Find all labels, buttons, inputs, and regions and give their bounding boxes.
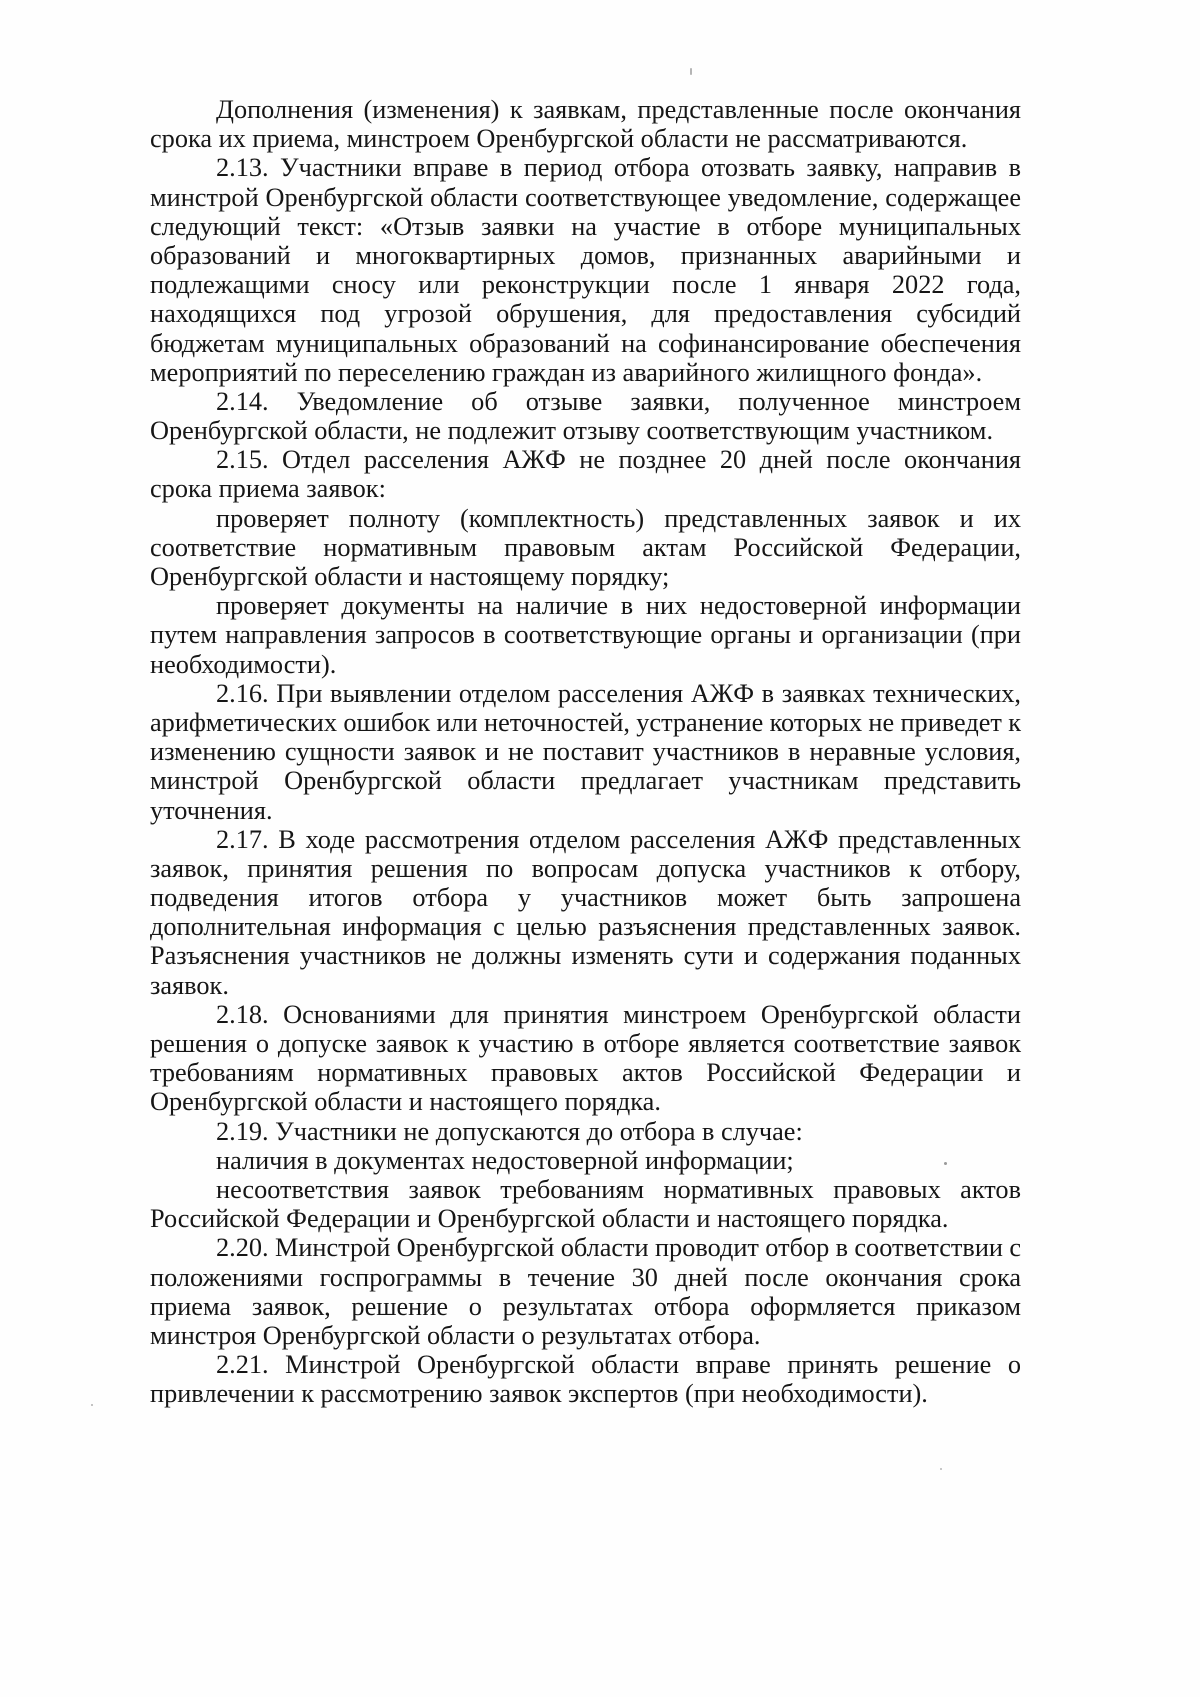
text-line bbox=[150, 1321, 1021, 1350]
paragraph bbox=[150, 679, 1021, 825]
text-line bbox=[150, 708, 1021, 737]
line-text: наличия в документах недостоверной информации; bbox=[216, 1145, 794, 1175]
text-line bbox=[150, 299, 1021, 328]
text-line bbox=[150, 737, 1021, 766]
paragraph bbox=[150, 153, 1021, 387]
paragraph bbox=[150, 1175, 1021, 1233]
line-text: решения о допуске заявок к участию в отборе является соответствие заявок bbox=[150, 1029, 1021, 1058]
text-line bbox=[150, 1204, 1021, 1233]
paragraph bbox=[150, 1233, 1021, 1350]
text-line bbox=[150, 445, 1021, 474]
text-line bbox=[150, 1175, 1021, 1204]
line-text: 2.17. В ходе рассмотрения отделом расселения АЖФ представленных bbox=[216, 824, 1021, 854]
text-line bbox=[150, 1233, 1021, 1262]
text-line bbox=[150, 1350, 1021, 1379]
line-text: соответствие нормативным правовым актам Российской Федерации, bbox=[150, 532, 1021, 562]
line-text: приема заявок, решение о результатах отбора оформляется приказом bbox=[150, 1291, 1021, 1321]
line-text: находящихся под угрозой обрушения, для предоставления субсидий bbox=[150, 299, 1021, 329]
line-text: путем направления запросов в соответствующие органы и организации (при bbox=[150, 620, 1021, 650]
line-text: подведения итогов отбора у участников может быть запрошена bbox=[150, 883, 1021, 913]
text-line bbox=[150, 329, 1021, 358]
paragraph bbox=[150, 1146, 1021, 1175]
line-text: положениями госпрограммы в течение 30 дней после окончания срока bbox=[150, 1262, 1021, 1292]
text-line bbox=[150, 416, 1021, 445]
line-text: мероприятий по переселению граждан из аварийного жилищного фонда». bbox=[150, 357, 983, 387]
text-line bbox=[150, 153, 1021, 182]
line-text: 2.19. Участники не допускаются до отбора в случае: bbox=[216, 1116, 803, 1146]
line-text: срока их приема, минстроем Оренбургской области не рассматриваются. bbox=[150, 124, 968, 154]
line-text: дополнительная информация с целью разъяснения представленных заявок. bbox=[150, 912, 1021, 942]
line-text: проверяет документы на наличие в них недостоверной информации bbox=[216, 591, 1021, 621]
line-text: 2.16. При выявлении отделом расселения АЖФ в заявках технических, bbox=[216, 678, 1021, 708]
text-line bbox=[150, 387, 1021, 416]
line-text: 2.18. Основаниями для принятия минстроем Оренбургской области bbox=[216, 999, 1021, 1029]
text-line bbox=[150, 796, 1021, 825]
text-line bbox=[150, 562, 1021, 591]
scan-speck bbox=[690, 68, 692, 75]
line-text: 2.21. Минстрой Оренбургской области вправе принять решение о bbox=[216, 1350, 1021, 1380]
line-text: Разъяснения участников не должны изменять сути и содержания поданных bbox=[150, 941, 1021, 971]
line-text: заявок, принятия решения по вопросам допуска участников к отбору, bbox=[150, 853, 1021, 883]
text-line bbox=[150, 1263, 1021, 1292]
text-line bbox=[150, 854, 1021, 883]
text-line bbox=[150, 1058, 1021, 1087]
text-line bbox=[150, 825, 1021, 854]
text-line bbox=[150, 1379, 1021, 1408]
paragraph bbox=[150, 445, 1021, 503]
text-line bbox=[150, 1000, 1021, 1029]
line-text: следующий текст: «Отзыв заявки на участие в отборе муниципальных bbox=[150, 211, 1021, 241]
line-text: 2.14. Уведомление об отзыве заявки, полученное минстроем bbox=[216, 386, 1021, 416]
text-line bbox=[150, 1029, 1021, 1058]
line-text: несоответствия заявок требованиям нормативных правовых актов bbox=[216, 1174, 1021, 1204]
text-line bbox=[150, 591, 1021, 620]
line-text: 2.15. Отдел расселения АЖФ не позднее 20 дней после окончания bbox=[216, 445, 1021, 475]
line-text: минстрой Оренбургской области предлагает участникам представить bbox=[150, 766, 1021, 796]
text-line bbox=[150, 504, 1021, 533]
paragraph bbox=[150, 1000, 1021, 1117]
scan-speck bbox=[91, 1404, 93, 1406]
text-line bbox=[150, 270, 1021, 299]
line-text: Оренбургской области и настоящему порядку; bbox=[150, 562, 670, 591]
text-line bbox=[150, 912, 1021, 941]
paragraph bbox=[150, 504, 1021, 592]
line-text: Дополнения (изменения) к заявкам, представленные после окончания bbox=[216, 95, 1021, 124]
text-line bbox=[150, 95, 1021, 124]
document-body bbox=[150, 95, 1021, 1408]
text-line bbox=[150, 971, 1021, 1000]
text-line bbox=[150, 620, 1021, 649]
text-line bbox=[150, 183, 1021, 212]
line-text: заявок. bbox=[150, 970, 229, 1000]
line-text: уточнения. bbox=[150, 795, 273, 825]
line-text: арифметических ошибок или неточностей, устранение которых не приведет к bbox=[150, 707, 1021, 737]
line-text: проверяет полноту (комплектность) представленных заявок и их bbox=[216, 503, 1021, 533]
line-text: необходимости). bbox=[150, 649, 337, 679]
text-line bbox=[150, 766, 1021, 795]
text-line bbox=[150, 212, 1021, 241]
text-line bbox=[150, 1146, 1021, 1175]
line-text: бюджетам муниципальных образований на софинансирование обеспечения bbox=[150, 328, 1021, 358]
line-text: 2.20. Минстрой Оренбургской области проводит отбор в соответствии с bbox=[216, 1233, 1021, 1263]
paragraph bbox=[150, 825, 1021, 1000]
paragraph bbox=[150, 95, 1021, 153]
line-text: Российской Федерации и Оренбургской области и настоящего порядка. bbox=[150, 1204, 949, 1234]
line-text: Оренбургской области и настоящего порядка. bbox=[150, 1087, 661, 1117]
paragraph bbox=[150, 591, 1021, 679]
line-text: изменению сущности заявок и не поставит участников в неравные условия, bbox=[150, 737, 1021, 767]
line-text: минстроя Оренбургской области о результатах отбора. bbox=[150, 1320, 761, 1350]
text-line bbox=[150, 358, 1021, 387]
paragraph bbox=[150, 387, 1021, 445]
text-line bbox=[150, 679, 1021, 708]
line-text: требованиям нормативных правовых актов Российской Федерации и bbox=[150, 1058, 1021, 1088]
text-line bbox=[150, 533, 1021, 562]
line-text: Оренбургской области, не подлежит отзыву соответствующим участником. bbox=[150, 416, 994, 446]
line-text: привлечении к рассмотрению заявок экспертов (при необходимости). bbox=[150, 1379, 928, 1409]
line-text: 2.13. Участники вправе в период отбора отозвать заявку, направив в bbox=[216, 153, 1021, 183]
line-text: подлежащими сносу или реконструкции после 1 января 2022 года, bbox=[150, 270, 1021, 300]
paragraph bbox=[150, 1350, 1021, 1408]
text-line bbox=[150, 1087, 1021, 1116]
text-line bbox=[150, 241, 1021, 270]
line-text: минстрой Оренбургской области соответствующее уведомление, содержащее bbox=[150, 182, 1021, 212]
text-line bbox=[150, 474, 1021, 503]
text-line bbox=[150, 941, 1021, 970]
text-line bbox=[150, 650, 1021, 679]
line-text: срока приема заявок: bbox=[150, 474, 386, 504]
line-text: образований и многоквартирных домов, признанных аварийными и bbox=[150, 240, 1021, 270]
text-line bbox=[150, 1292, 1021, 1321]
text-line bbox=[150, 124, 1021, 153]
scan-speck bbox=[940, 1468, 942, 1470]
paragraph bbox=[150, 1117, 1021, 1146]
text-line bbox=[150, 1117, 1021, 1146]
text-line bbox=[150, 883, 1021, 912]
